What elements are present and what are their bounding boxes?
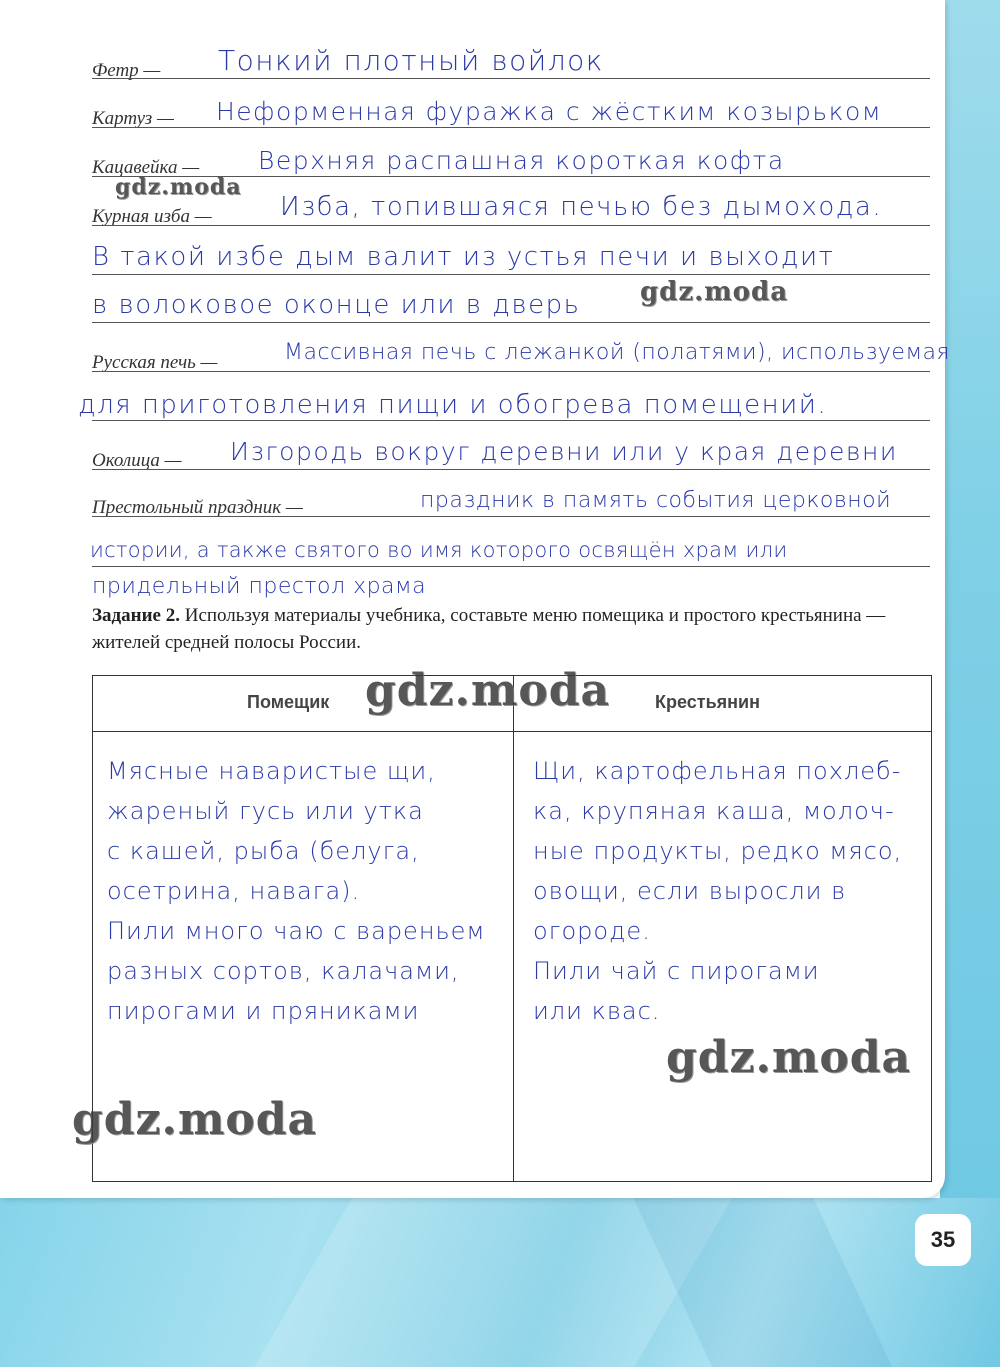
term-label: Престольный праздник — [92,497,303,518]
handwritten-answer: Изгородь вокруг деревни или у края деревни [230,437,898,466]
handwritten-answer: Изба, топившаяся печью без дымохода. [280,192,883,222]
watermark: gdz.moda [115,174,242,200]
answer-line [92,420,930,421]
handwritten-continuation: истории, а также святого во имя которого освящён храм или [90,538,788,562]
handwritten-continuation: придельный престол храма [92,574,427,599]
task-label: Задание 2. [92,605,180,626]
handwritten-continuation: в волоковое оконце или в дверь [92,290,581,320]
answer-line [92,371,930,372]
term-label: Фетр — [92,60,161,81]
handwritten-continuation: для приготовления пищи и обогрева помещений. [78,390,828,420]
handwritten-answer: Верхняя распашная короткая кофта [258,146,785,175]
landowner-menu-answer: Мясные наваристые щи, жареный гусь или утка с кашей, рыба (белуга, осетрина, навага). Пили много чаю с вареньем разных сортов, калачами, пирогами и пряниками [107,757,486,1025]
page-frame-right [940,0,1000,1367]
task-instruction [92,602,937,656]
peasant-menu-answer: Щи, картофельная похлеб- ка, крупяная каша, молоч- ные продукты, редко мясо, овощи, если выросли в огороде. Пили чай с пирогами или квас. [533,757,903,1025]
answer-line [92,78,930,79]
column-divider [513,676,514,1181]
answer-line [92,469,930,470]
handwritten-continuation: В такой избе дым валит из устья печи и выходит [92,242,835,272]
term-label: Картуз — [92,108,174,129]
handwritten-answer: Тонкий плотный войлок [218,44,604,77]
answer-line [92,322,930,323]
term-label: Русская печь — [92,352,218,373]
term-label: Курная изба — [92,206,212,227]
term-label: Кацавейка — [92,157,200,178]
column-header-peasant: Крестьянин [655,692,760,712]
watermark: gdz.moda [666,1032,912,1083]
watermark: gdz.moda [365,665,611,716]
answer-line [92,566,930,567]
page-number: 35 [915,1214,971,1266]
answer-line [92,225,930,226]
answer-line [92,127,930,128]
column-header-landowner: Помещик [247,692,330,712]
watermark: gdz.moda [640,277,789,307]
page-frame-bottom [0,1198,1000,1367]
handwritten-answer: праздник в память события церковной [420,488,892,513]
watermark: gdz.moda [72,1094,318,1145]
answer-line [92,274,930,275]
term-label: Околица — [92,450,182,471]
answer-line [92,516,930,517]
handwritten-answer: Неформенная фуражка с жёстким козырьком [216,97,883,126]
handwritten-answer: Массивная печь с лежанкой (полатями), используемая [284,340,951,365]
task-text: Используя материалы учебника, составьте меню помещика и простого крестьянина — жителей средней полосы России. [92,605,886,653]
